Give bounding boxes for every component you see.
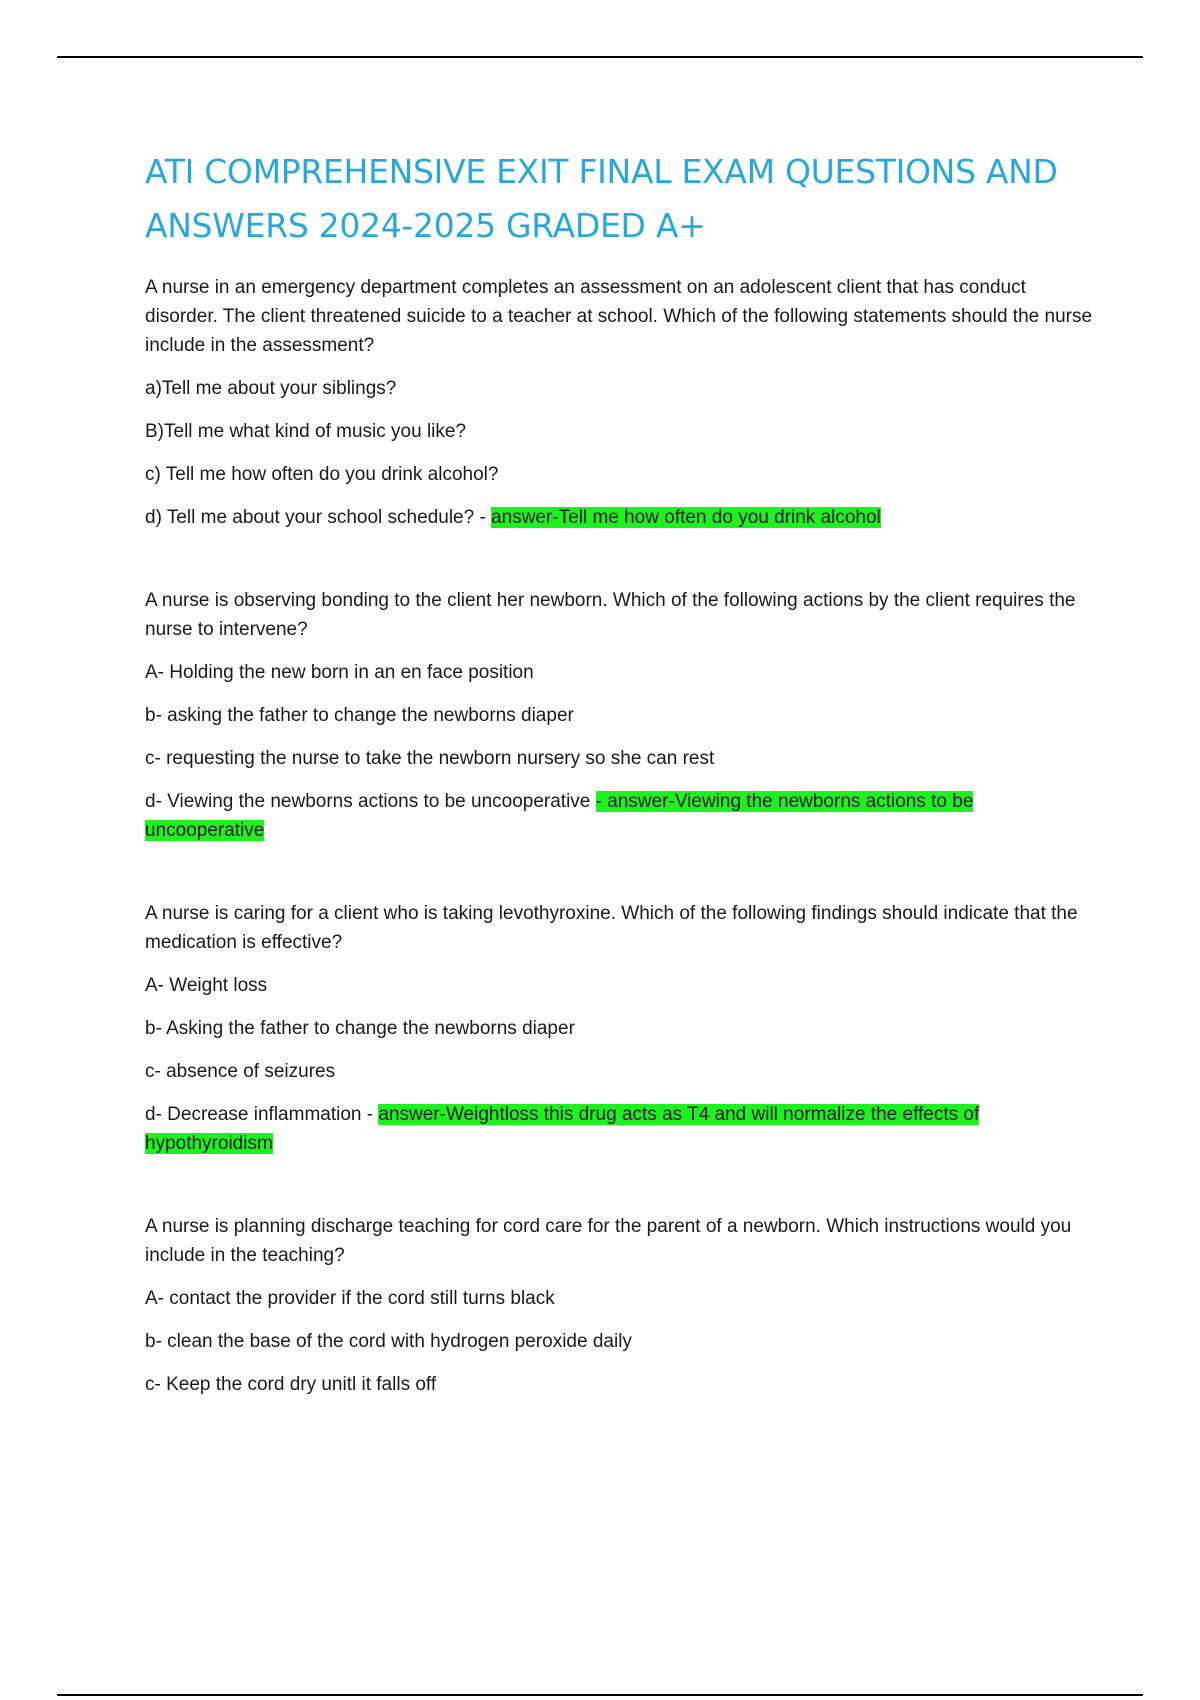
option-d-with-answer [145, 1100, 1095, 1158]
option-a: A- Holding the new born in an en face position [145, 662, 534, 683]
answer-highlight: answer-Tell me how often do you drink alcohol [491, 507, 881, 528]
question-3 [145, 899, 1095, 1158]
option-c: c) Tell me how often do you drink alcohol? [145, 464, 499, 485]
top-rule [57, 56, 1143, 58]
bottom-rule [57, 1694, 1143, 1696]
option-b: b- Asking the father to change the newborns diaper [145, 1018, 575, 1039]
document-title: ATI COMPREHENSIVE EXIT FINAL EXAM QUESTIONS AND ANSWERS 2024-2025 GRADED A+ [145, 152, 1058, 245]
option-b: b- asking the father to change the newborns diaper [145, 705, 574, 726]
question-stem: A nurse is observing bonding to the client her newborn. Which of the following actions by the client requires the nurse to intervene? [145, 590, 1076, 640]
option-d: d- Decrease inflammation - [145, 1104, 379, 1125]
answer-highlight: - answer-Viewing the newborns actions to be uncooperative [145, 791, 974, 841]
option-a: a)Tell me about your siblings? [145, 378, 397, 399]
question-1 [145, 273, 1095, 532]
option-d: d) Tell me about your school schedule? - [145, 507, 492, 528]
question-2 [145, 586, 1095, 845]
question-stem: A nurse is planning discharge teaching for cord care for the parent of a newborn. Which instructions would you include in the teaching? [145, 1216, 1072, 1266]
option-c: c- requesting the nurse to take the newborn nursery so she can rest [145, 748, 715, 769]
option-a: A- contact the provider if the cord still turns black [145, 1288, 555, 1309]
option-d-with-answer [145, 503, 1095, 532]
option-c: c- absence of seizures [145, 1061, 336, 1082]
option-a: A- Weight loss [145, 975, 268, 996]
option-d-with-answer [145, 787, 1095, 845]
question-4 [145, 1212, 1095, 1399]
option-c: c- Keep the cord dry unitl it falls off [145, 1374, 437, 1395]
answer-highlight: answer-Weightloss this drug acts as T4 and will normalize the effects of hypothyroidism [145, 1104, 980, 1154]
question-stem: A nurse in an emergency department completes an assessment on an adolescent client that has conduct disorder. The client threatened suicide to a teacher at school. Which of the following statements should the nurse include in the assessment? [145, 277, 1093, 356]
question-stem: A nurse is caring for a client who is taking levothyroxine. Which of the following findings should indicate that the medication is effective? [145, 903, 1078, 953]
option-b: B)Tell me what kind of music you like? [145, 421, 467, 442]
option-d: d- Viewing the newborns actions to be uncooperative [145, 791, 596, 812]
option-b: b- clean the base of the cord with hydrogen peroxide daily [145, 1331, 632, 1352]
document-body [145, 145, 1095, 1399]
